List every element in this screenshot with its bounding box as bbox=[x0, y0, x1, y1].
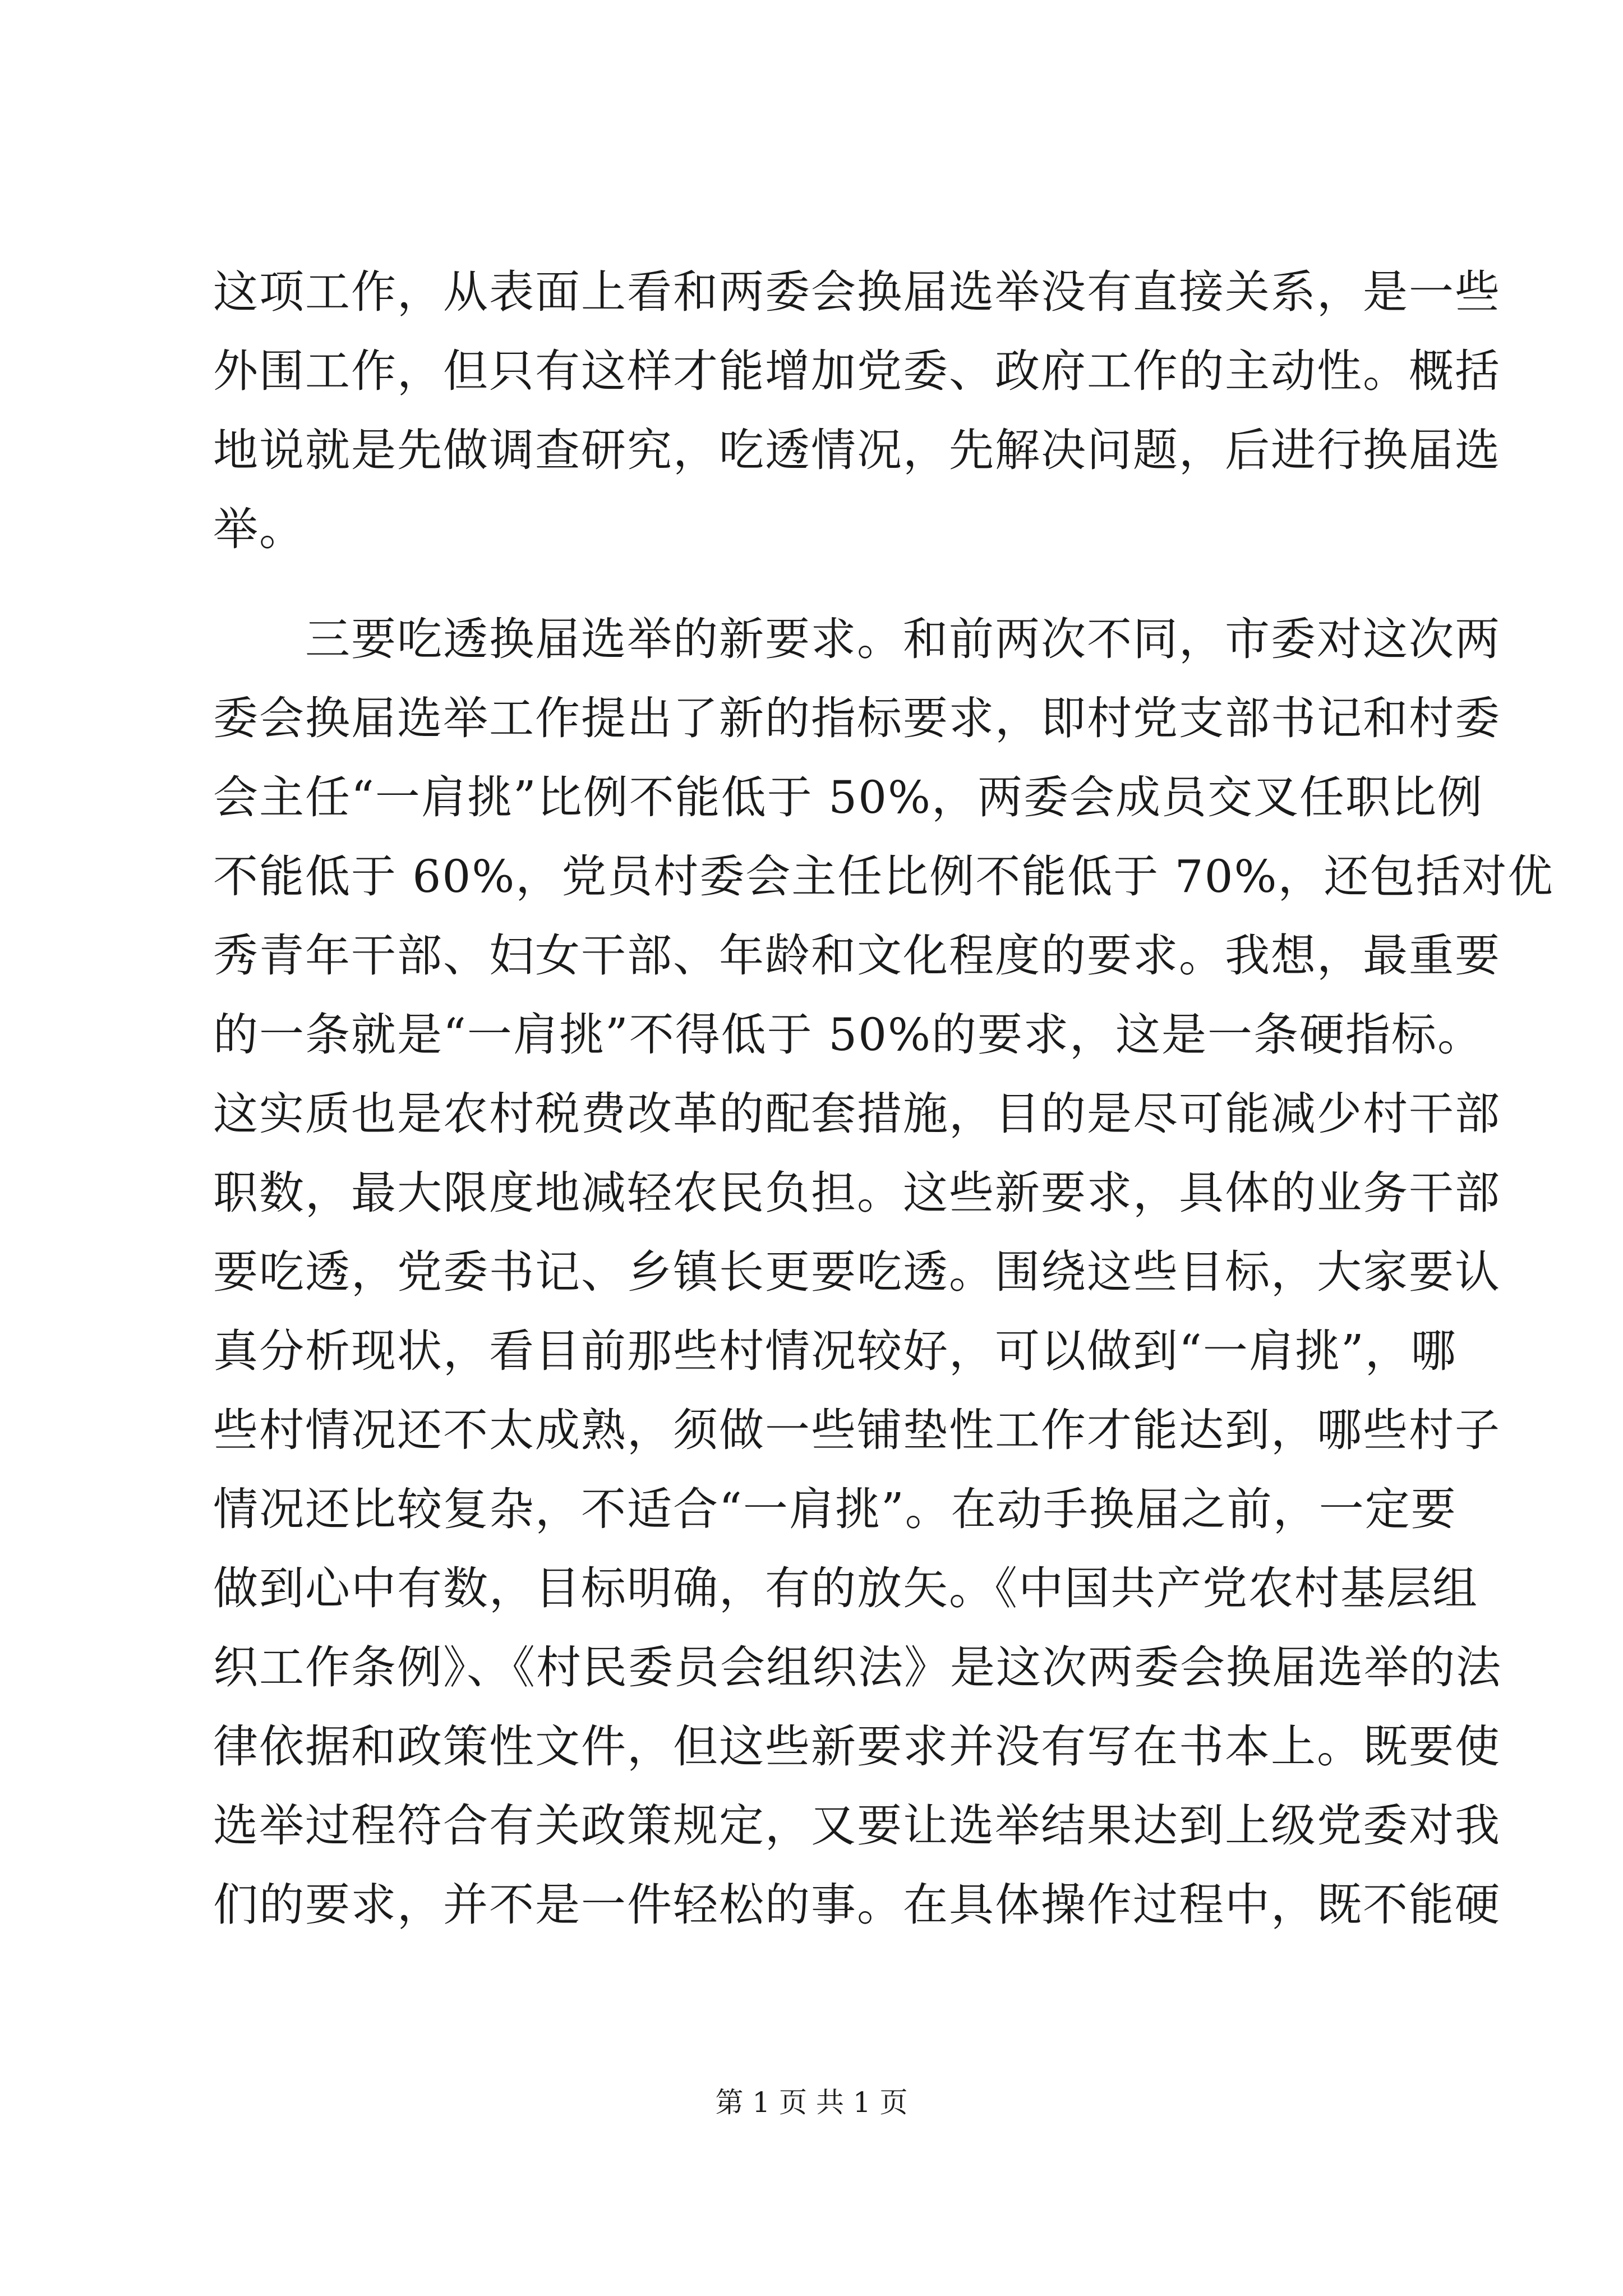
text-line: 些村情况还不太成熟，须做一些铺垫性工作才能达到，哪些村子 bbox=[213, 1404, 1501, 1456]
text-line: 秀青年干部、妇女干部、年龄和文化程度的要求。我想，最重要 bbox=[213, 930, 1501, 982]
text-line: 会主任“一肩挑”比例不能低于 50%，两委会成员交叉任职比例 bbox=[213, 771, 1484, 823]
text-line: 要吃透，党委书记、乡镇长更要吃透。围绕这些目标，大家要认 bbox=[213, 1246, 1501, 1298]
text-line: 举。 bbox=[213, 503, 305, 555]
text-line: 不能低于 60%，党员村委会主任比例不能低于 70%，还包括对优 bbox=[213, 850, 1554, 903]
text-line: 们的要求，并不是一件轻松的事。在具体操作过程中，既不能硬 bbox=[213, 1879, 1501, 1931]
document-body bbox=[213, 252, 1554, 1944]
page-number: 第 1 页 共 1 页 bbox=[715, 2086, 908, 2119]
text-line: 职数，最大限度地减轻农民负担。这些新要求，具体的业务干部 bbox=[213, 1167, 1501, 1219]
text-line: 这项工作，从表面上看和两委会换届选举没有直接关系，是一些 bbox=[213, 266, 1501, 318]
text-line: 律依据和政策性文件，但这些新要求并没有写在书本上。既要使 bbox=[213, 1720, 1501, 1773]
text-line: 的一条就是“一肩挑”不得低于 50%的要求，这是一条硬指标。 bbox=[213, 1009, 1484, 1061]
text-line: 这实质也是农村税费改革的配套措施，目的是尽可能减少村干部 bbox=[213, 1088, 1501, 1140]
text-line: 真分析现状，看目前那些村情况较好，可以做到“一肩挑”，哪 bbox=[213, 1325, 1457, 1377]
page-footer bbox=[0, 2086, 1623, 2119]
text-line: 三要吃透换届选举的新要求。和前两次不同，市委对这次两 bbox=[213, 613, 1501, 665]
text-line: 选举过程符合有关政策规定，又要让选举结果达到上级党委对我 bbox=[213, 1800, 1501, 1852]
text-line: 情况还比较复杂，不适合“一肩挑”。在动手换届之前，一定要 bbox=[213, 1483, 1457, 1535]
text-line: 织工作条例》、《村民委员会组织法》是这次两委会换届选举的法 bbox=[213, 1641, 1502, 1694]
text-line: 地说就是先做调查研究，吃透情况，先解决问题，后进行换届选 bbox=[213, 424, 1501, 476]
text-line: 委会换届选举工作提出了新的指标要求，即村党支部书记和村委 bbox=[213, 692, 1501, 744]
paragraph-gap bbox=[213, 569, 1413, 600]
text-line: 外围工作，但只有这样才能增加党委、政府工作的主动性。概括 bbox=[213, 345, 1501, 397]
text-line: 做到心中有数，目标明确，有的放矢。《中国共产党农村基层组 bbox=[213, 1562, 1478, 1614]
